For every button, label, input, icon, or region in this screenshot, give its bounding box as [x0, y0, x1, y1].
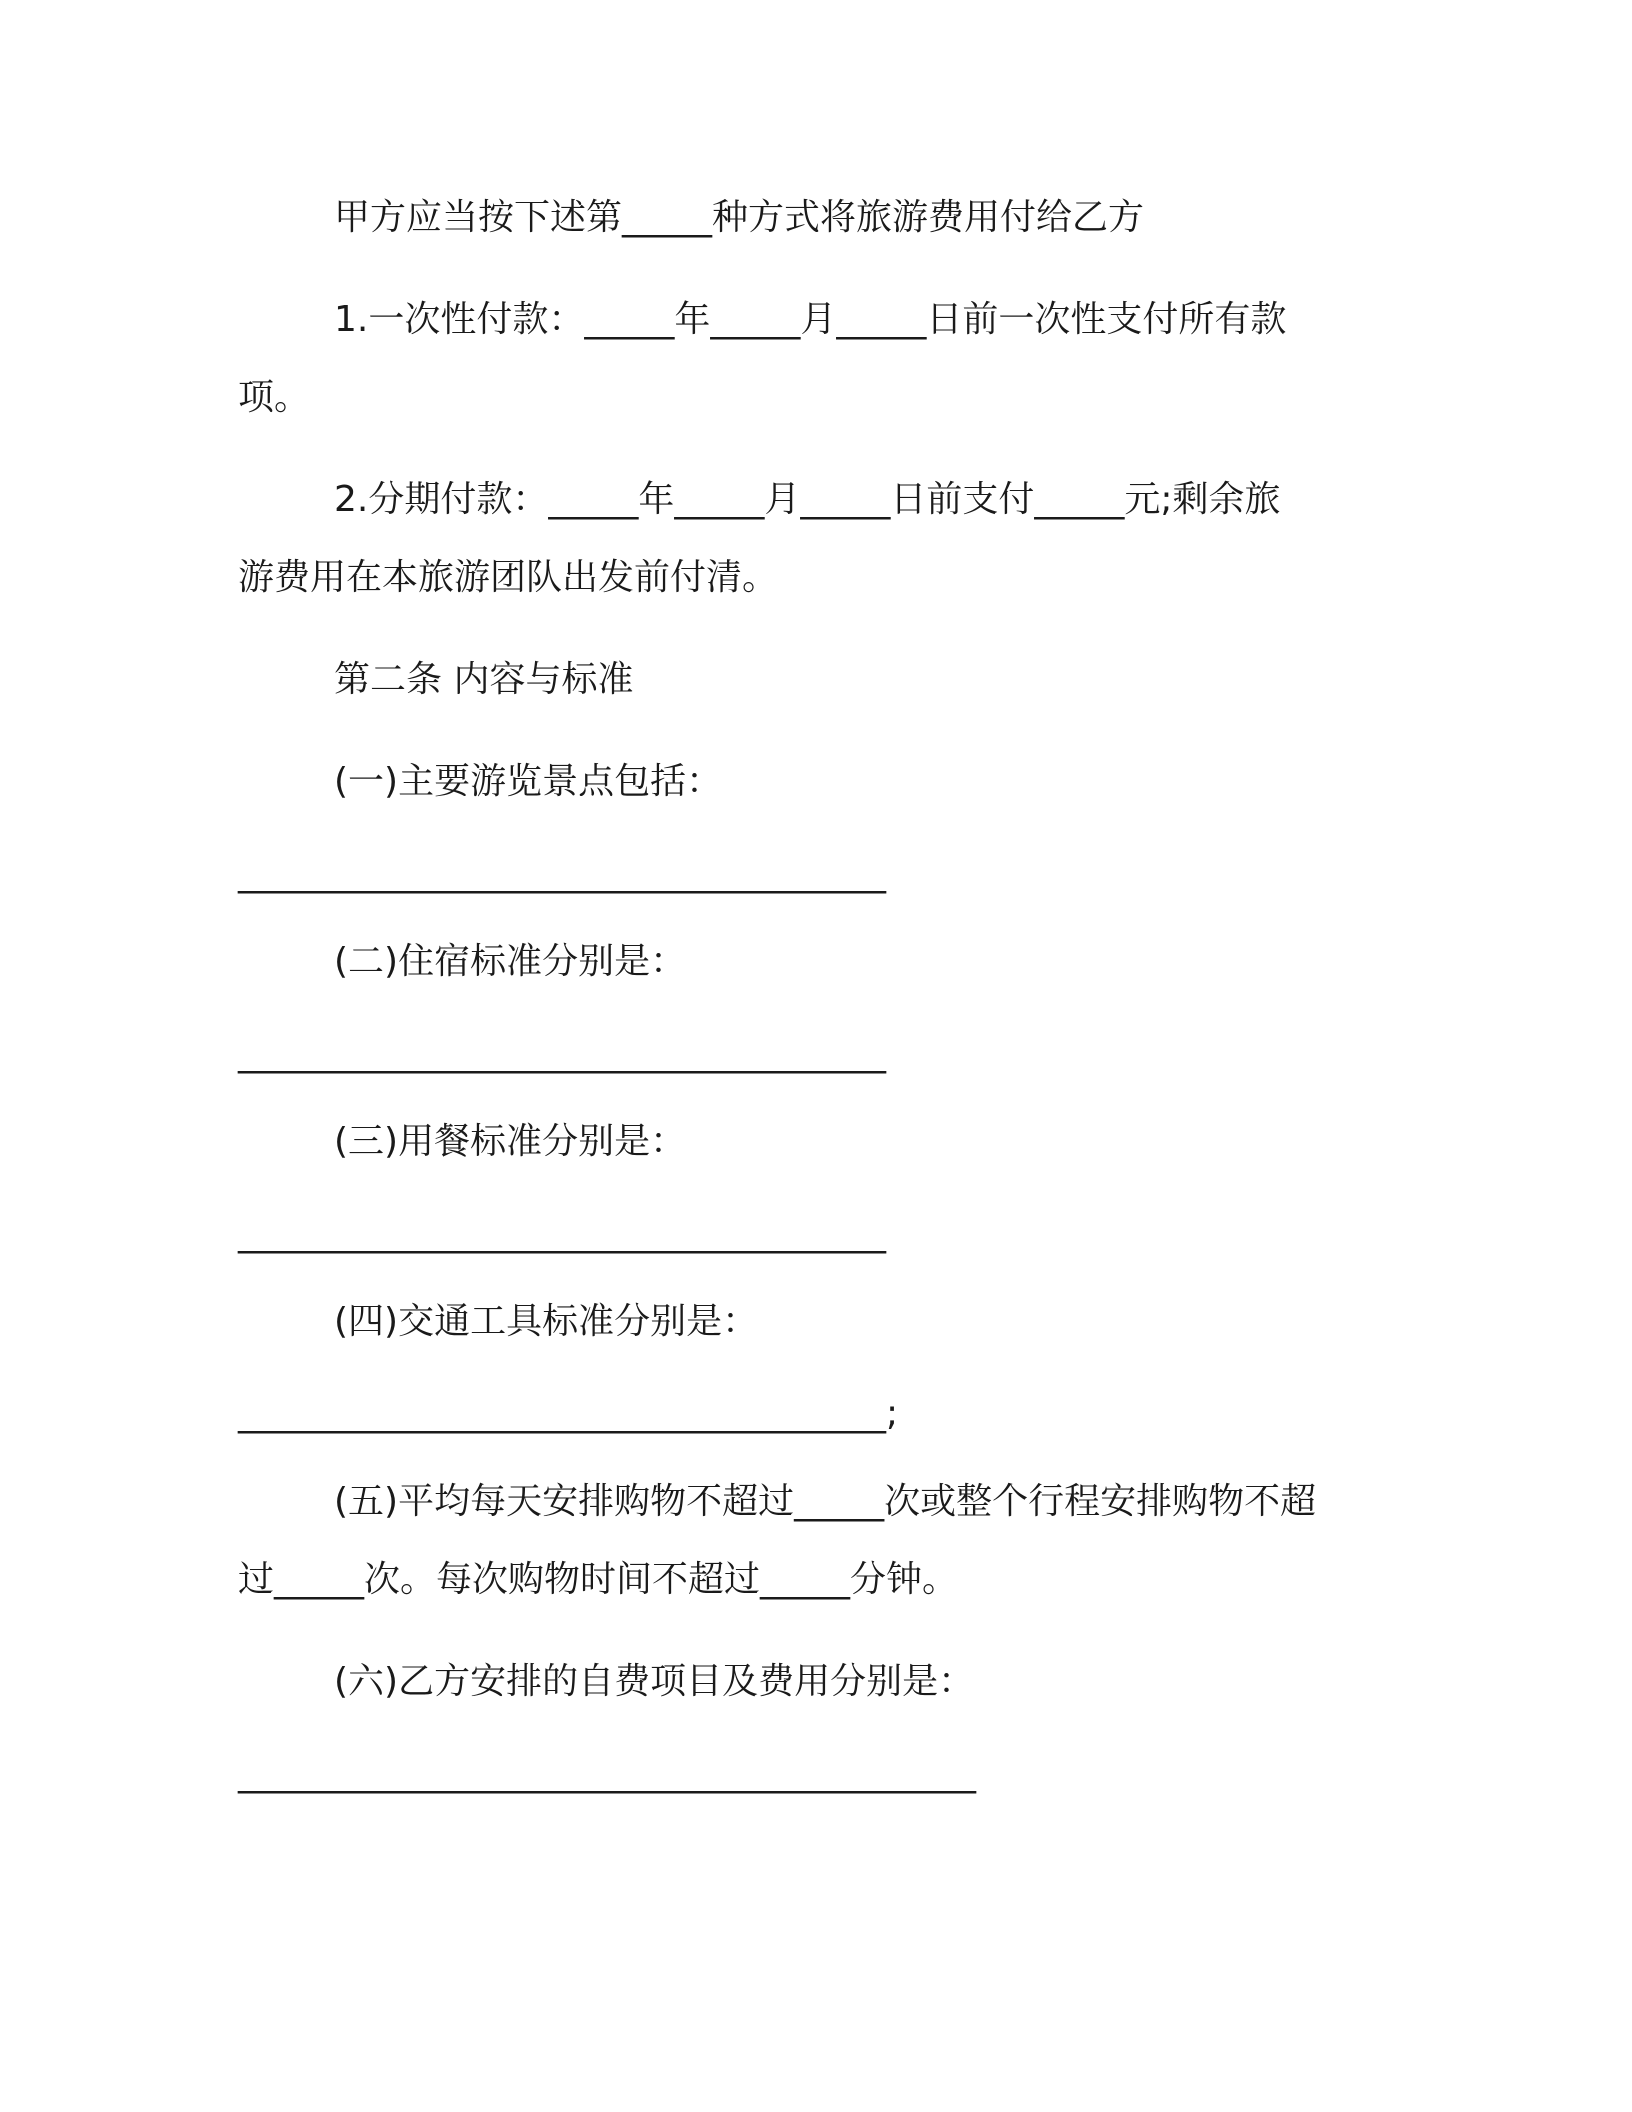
dining-item-label: (三)用餐标准分别是：	[334, 1121, 687, 1162]
optional-items-label: (六)乙方安排的自费项目及费用分别是：	[334, 1661, 975, 1702]
shopping-item-continuation: 过_____次。每次购物时间不超过_____分钟。	[238, 1559, 959, 1600]
payment-method-intro: 甲方应当按下述第_____种方式将旅游费用付给乙方	[334, 197, 1145, 238]
installment-payment-line: 2.分期付款：_____年_____月_____日前支付_____元;剩余旅	[334, 479, 1281, 520]
shopping-item-line: (五)平均每天安排购物不超过_____次或整个行程安排购物不超	[334, 1481, 1317, 1522]
sightseeing-blank-line: ____________________________________	[238, 853, 886, 894]
transport-item-label: (四)交通工具标准分别是：	[334, 1301, 759, 1342]
article-two-heading: 第二条 内容与标准	[334, 659, 634, 700]
lump-sum-payment-continuation: 项。	[238, 377, 311, 418]
accommodation-blank-line: ____________________________________	[238, 1033, 886, 1074]
lump-sum-payment-line: 1.一次性付款：_____年_____月_____日前一次性支付所有款	[334, 299, 1287, 340]
sightseeing-item-label: (一)主要游览景点包括：	[334, 761, 723, 802]
accommodation-item-label: (二)住宿标准分别是：	[334, 941, 687, 982]
installment-payment-continuation: 游费用在本旅游团队出发前付清。	[238, 557, 779, 598]
transport-blank-line: ____________________________________;	[238, 1393, 899, 1434]
optional-items-blank-line: _________________________________________	[238, 1753, 976, 1794]
dining-blank-line: ____________________________________	[238, 1213, 886, 1254]
